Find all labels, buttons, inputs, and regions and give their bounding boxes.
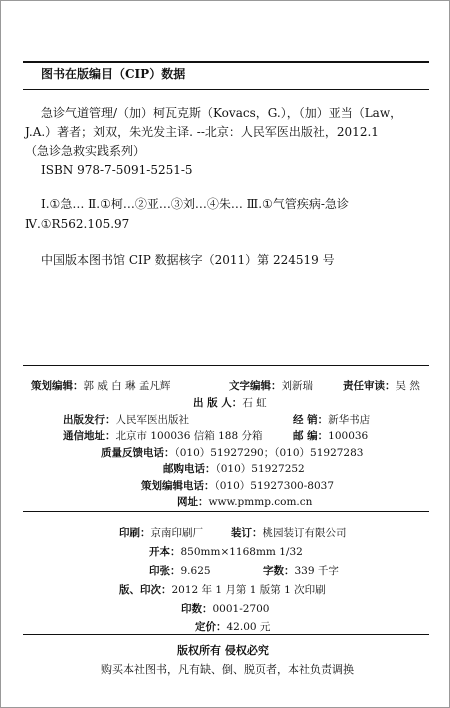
printer-value: 京南印刷厂 [150,527,203,539]
website-label: 网址： [177,496,209,508]
cip-line-1: 急诊气道管理/（加）柯瓦克斯（Kovacs，G.），（加）亚当（Law， [41,106,403,120]
binder-label: 装订： [231,527,263,539]
format-label: 开本： [149,546,181,558]
cip-heading-rule [23,89,429,90]
publisher-person [193,391,267,410]
publisher-person-value: 石 虹 [242,397,267,409]
isbn: ISBN 978-7-5091-5251-5 [41,163,193,177]
sales-phone-value: （010）51927252 [215,463,305,475]
sales-phone-label: 邮购电话： [163,463,216,475]
printer-label: 印刷： [119,527,151,539]
cip-line-3: （急诊急救实践系列） [25,144,146,158]
cip-line-2: J.A.）著者；刘双，朱光发主译. --北京：人民军医出版社，2012.1 [25,125,379,139]
format-value: 850mm×1168mm 1/32 [180,546,303,558]
dealer-value: 新华书店 [328,414,371,426]
text-editor-value: 刘新瑞 [281,380,313,392]
postcode-label: 邮 编： [293,430,329,442]
copyright-top-rule [23,634,429,635]
credits-top-rule [23,365,429,366]
distributor-value: 人民军医出版社 [115,414,189,426]
planning-editor-value: 郭 威 白 琳 孟凡辉 [83,380,171,392]
planning-phone-label: 策划编辑电话： [141,480,215,492]
print-sheets [149,559,211,578]
price [195,615,270,634]
cip-classification-2: Ⅳ.①R562.105.97 [25,217,130,231]
publisher-person-label: 出 版 人： [193,397,243,409]
copies-value: 0001-2700 [212,603,270,615]
website [177,490,312,509]
book-format [149,540,303,559]
planning-editor [31,374,170,393]
dealer-label: 经 销： [293,414,329,426]
sheets-value: 9.625 [180,565,211,577]
top-rule [23,61,429,63]
postcode-value: 100036 [328,430,369,442]
edition-label: 版、印次： [119,584,172,596]
address-value: 北京市 100036 信箱 188 分箱 [115,430,263,442]
planning-phone-value: （010）51927300-8037 [214,480,335,492]
word-count [263,559,339,578]
review-editor-label: 责任审读： [343,380,396,392]
sheets-label: 印张： [149,565,181,577]
address-label: 通信地址： [63,430,116,442]
price-value: 42.00 元 [226,621,271,633]
quality-phone-value: （010）51927290；（010）51927283 [174,447,364,459]
quality-phone-label: 质量反馈电话： [101,447,175,459]
cip-heading: 图书在版编目（CIP）数据 [41,67,186,81]
text-editor-label: 文字编辑： [229,380,282,392]
binder-value: 桃园装订有限公司 [262,527,347,539]
edition-value: 2012 年 1 月第 1 版第 1 次印刷 [171,584,326,596]
printer [119,521,203,540]
print-run [181,597,270,616]
price-label: 定价： [195,621,227,633]
copies-label: 印数： [181,603,213,615]
review-editor-value: 吴 然 [395,380,420,392]
planning-editor-label: 策划编辑： [31,380,84,392]
review-editor [343,374,420,393]
words-value: 339 千字 [294,565,339,577]
website-value: www.pmmp.com.cn [208,496,313,508]
distributor-label: 出版发行： [63,414,116,426]
copyright-notice: 版权所有 侵权必究 [177,644,269,657]
edition [119,578,326,597]
words-label: 字数： [263,565,295,577]
return-policy: 购买本社图书，凡有缺、倒、脱页者，本社负责调换 [101,663,354,676]
cip-classification-1: Ⅰ.①急… Ⅱ.①柯…②亚…③刘…④朱… Ⅲ.①气管疾病-急诊 [41,197,349,211]
binder [231,521,347,540]
cip-verification: 中国版本图书馆 CIP 数据核字（2011）第 224519 号 [41,253,335,267]
printing-top-rule [23,511,429,512]
